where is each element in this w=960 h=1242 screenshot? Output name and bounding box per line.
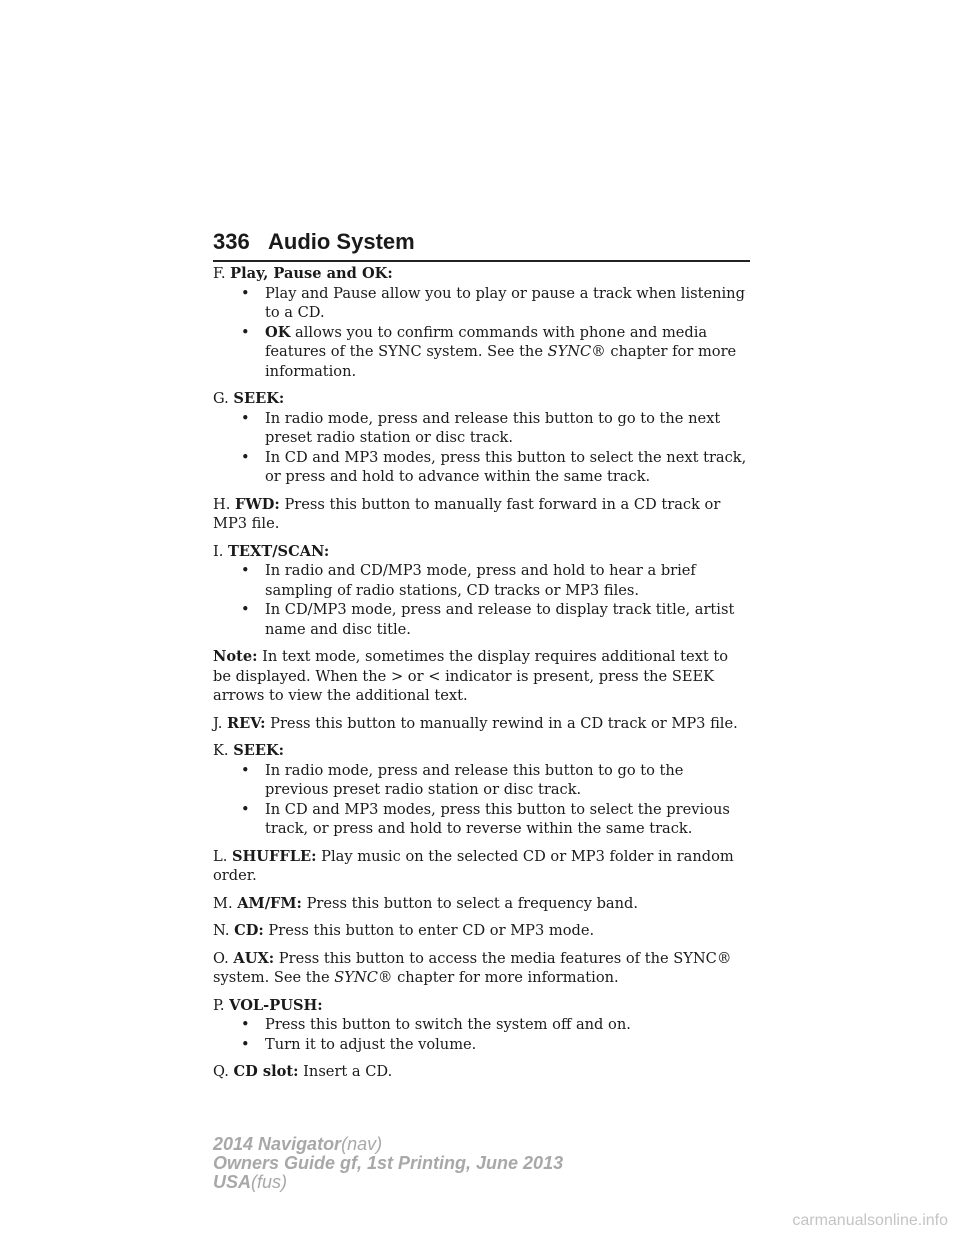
entry-label: Play, Pause and OK: xyxy=(230,265,393,282)
entry-p xyxy=(213,996,750,1055)
list-item: • In CD/MP3 mode, press and release to display track title, artist name and disc title. xyxy=(241,601,735,638)
page-content xyxy=(213,264,750,1090)
entry-h: H. FWD: Press this button to manually fast forward in a CD track or MP3 file. xyxy=(213,495,721,532)
list-item: • OK allows you to confirm commands with phone and media features of the SYNC system. See the SYNC® chapter for more information. xyxy=(241,323,737,380)
bullet: • xyxy=(241,1016,250,1033)
entry-k xyxy=(213,741,750,839)
footer-line-1: 2014 Navigator(nav) xyxy=(213,1134,383,1154)
bullet: • xyxy=(241,448,250,466)
list-item: • In radio mode, press and release this button to go to the next preset radio station or disc track. xyxy=(241,409,721,446)
entry-letter: M. xyxy=(213,894,233,912)
footer-line-2: Owners Guide gf, 1st Printing, June 2013 xyxy=(213,1153,564,1173)
entry-letter: O. xyxy=(213,949,229,967)
list-item: • In radio and CD/MP3 mode, press and hold to hear a brief sampling of radio stations, CD tracks or MP3 files. xyxy=(241,562,696,599)
entry-letter: J. xyxy=(213,714,223,732)
page-number: 336 xyxy=(213,229,250,254)
list-item: • In CD and MP3 modes, press this button to select the previous track, or press and hold to reverse within the same track. xyxy=(241,800,730,837)
entry-letter: K. xyxy=(213,742,229,759)
entry-label: TEXT/SCAN: xyxy=(228,542,330,560)
entry-label: REV: xyxy=(227,714,266,732)
entry-i xyxy=(213,542,750,640)
bullet-list xyxy=(213,284,750,382)
entry-n: N. CD: Press this button to enter CD or MP3 mode. xyxy=(213,922,595,939)
bullet-list xyxy=(213,761,750,839)
bullet: • xyxy=(241,601,250,618)
bullet-list xyxy=(213,409,750,487)
bullet: • xyxy=(241,1035,250,1053)
entry-letter: N. xyxy=(213,922,230,939)
entry-m: M. AM/FM: Press this button to select a frequency band. xyxy=(213,894,639,912)
entry-label: SEEK: xyxy=(233,742,285,759)
page-footer xyxy=(213,1135,563,1192)
note-label: Note: xyxy=(213,648,258,665)
entry-label: CD slot: xyxy=(233,1063,299,1080)
entry-label: SEEK: xyxy=(233,390,285,407)
entry-g xyxy=(213,389,750,487)
list-item: • Press this button to switch the system off and on. xyxy=(241,1016,631,1033)
entry-label: CD: xyxy=(234,922,264,939)
section-title: Audio System xyxy=(268,229,415,254)
bullet-list xyxy=(213,561,750,639)
entry-letter: L. xyxy=(213,847,228,865)
entry-l: L. SHUFFLE: Play music on the selected CD or MP3 folder in random order. xyxy=(213,847,734,884)
entry-f xyxy=(213,264,750,381)
cross-reference: SYNC® xyxy=(547,343,606,360)
entry-letter: F. xyxy=(213,265,226,282)
note: Note: In text mode, sometimes the display requires additional text to be displayed. When the > or < indicator is present, press the SEEK arrows to view the additional text. xyxy=(213,648,728,704)
footer-line-3: USA(fus) xyxy=(213,1172,288,1192)
entry-letter: G. xyxy=(213,390,229,407)
entry-letter: I. xyxy=(213,542,224,560)
bullet-list xyxy=(213,1015,750,1054)
list-item: • In CD and MP3 modes, press this button to select the next track, or press and hold to advance within the same track. xyxy=(241,448,747,485)
entry-letter: P. xyxy=(213,996,225,1014)
list-item: • In radio mode, press and release this button to go to the previous preset radio station or disc track. xyxy=(241,761,684,798)
entry-letter: Q. xyxy=(213,1063,229,1080)
bullet: • xyxy=(241,409,250,427)
entry-q: Q. CD slot: Insert a CD. xyxy=(213,1063,393,1080)
bullet: • xyxy=(241,800,250,818)
entry-label: FWD: xyxy=(235,495,280,513)
bullet: • xyxy=(241,284,250,302)
bullet: • xyxy=(241,761,250,779)
list-item: • Play and Pause allow you to play or pause a track when listening to a CD. xyxy=(241,284,745,321)
entry-letter: H. xyxy=(213,495,231,513)
entry-label: SHUFFLE: xyxy=(231,847,317,865)
list-item: • Turn it to adjust the volume. xyxy=(241,1035,477,1053)
entry-j: J. REV: Press this button to manually rewind in a CD track or MP3 file. xyxy=(213,714,738,732)
entry-label: AUX: xyxy=(233,949,275,967)
entry-label: VOL-PUSH: xyxy=(229,996,323,1014)
page-header xyxy=(213,228,750,262)
cross-reference: SYNC® xyxy=(334,969,393,986)
bullet: • xyxy=(241,562,250,579)
entry-label: AM/FM: xyxy=(237,894,302,912)
bullet: • xyxy=(241,323,250,341)
entry-o: O. AUX: Press this button to access the media features of the SYNC® system. See the SYNC® chapter for more information. xyxy=(213,949,732,986)
watermark: carmanualsonline.info xyxy=(792,1212,948,1229)
